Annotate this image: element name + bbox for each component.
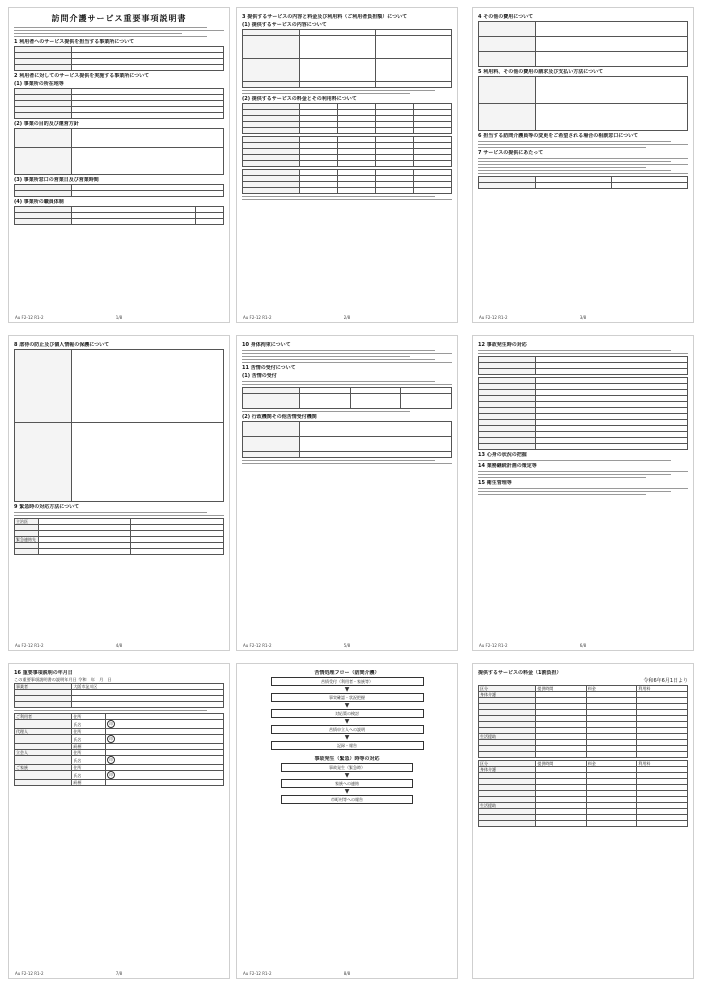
col-header: 利用料 — [637, 686, 688, 692]
page-number: 1/8 — [115, 315, 123, 320]
text-line — [242, 463, 452, 464]
section-2-3-heading: (3) 事業所窓口の営業日及び営業時間 — [14, 177, 99, 183]
page-3 — [472, 7, 694, 323]
privacy-table — [14, 349, 224, 502]
footer-code: Au F2-12 R1-2 — [479, 643, 508, 648]
section-4-heading: 4 その他の費用について — [478, 14, 534, 20]
page-7 — [8, 663, 230, 979]
section-15-heading: 15 衛生管理等 — [478, 480, 512, 486]
flow2-step: 市町村等への報告 — [281, 795, 413, 804]
purpose-table — [14, 128, 224, 175]
billing-table — [478, 76, 688, 131]
down-arrow-icon: ▼ — [344, 702, 350, 709]
section-1-2-heading: (1) 事業所の所在地等 — [14, 81, 64, 87]
text-line — [14, 33, 182, 34]
relation-label: 続柄 — [72, 780, 106, 786]
text-line — [242, 90, 435, 91]
addr-label: 住所 — [72, 765, 106, 771]
text-line — [242, 460, 435, 461]
section-16-heading: 16 重要事項説明の年月日 — [14, 670, 73, 676]
flow-title: 苦情処理フロー（訪問介護） — [314, 670, 380, 676]
seal-mark: 印 — [107, 771, 115, 779]
name-label: 氏名 — [72, 720, 106, 729]
text-line — [242, 196, 435, 197]
text-line — [478, 147, 646, 148]
section-5-heading: 5 利用料、その他の費用の請求及び支払い方法について — [478, 69, 604, 75]
col-header: 料金 — [586, 686, 637, 692]
text-line — [478, 141, 671, 142]
text-line — [14, 30, 224, 31]
office-table — [14, 88, 224, 119]
flow-step: 対応策の検討 — [271, 709, 424, 718]
fee-table-b — [242, 136, 452, 167]
section-10-heading: 10 身体拘束について — [242, 342, 291, 348]
flow-step: 事実確認・状況把握 — [271, 693, 424, 702]
text-line — [478, 460, 671, 461]
text-line — [14, 515, 224, 516]
section-7-heading: 7 サービスの提供にあたって — [478, 150, 544, 156]
doctor-label: 主治医 — [15, 519, 39, 525]
page-8 — [236, 663, 458, 979]
footer-code: Au F2-12 R1-2 — [243, 643, 272, 648]
section-3-2-heading: (2) 提供するサービスの料金とその利用料について — [242, 96, 357, 102]
text-line — [478, 494, 646, 495]
text-line — [242, 381, 435, 382]
page-number: 2/8 — [343, 315, 351, 320]
text-line — [242, 362, 452, 363]
page-2 — [236, 7, 458, 323]
signature-table — [14, 713, 224, 786]
text-line — [14, 27, 207, 28]
seal-mark: 印 — [107, 720, 115, 728]
flow-step: 苦情受付（利用者・家族等） — [271, 677, 424, 686]
text-line — [478, 164, 688, 165]
group-label: 身体介護 — [479, 692, 536, 698]
staff-table — [14, 206, 224, 225]
footer-code: Au F2-12 R1-2 — [243, 315, 272, 320]
col-header: 提供時間 — [536, 761, 587, 767]
accident-contact-table — [478, 377, 688, 450]
role-agent: 代理人 — [15, 729, 72, 735]
group-label: 生活援助 — [479, 803, 536, 809]
page-number: 4/8 — [115, 643, 123, 648]
name-label: 氏名 — [72, 735, 106, 744]
section-12-heading: 12 事故発生時の対応 — [478, 342, 527, 348]
text-line — [478, 161, 671, 162]
text-line — [478, 353, 688, 354]
role-witness: 立会人 — [15, 750, 72, 756]
text-line — [478, 167, 646, 168]
signature-office-table — [14, 683, 224, 708]
emergency-table — [14, 518, 224, 555]
addr-label: 住所 — [72, 729, 106, 735]
group-label: 身体介護 — [479, 767, 536, 773]
section-13-heading: 13 心身の状況の把握 — [478, 452, 527, 458]
family-label: 緊急連絡先 — [15, 537, 39, 543]
fee-table-c — [242, 169, 452, 194]
down-arrow-icon: ▼ — [344, 686, 350, 693]
col-header: 提供時間 — [536, 686, 587, 692]
col-header: 区分 — [479, 761, 536, 767]
footer-code: Au F2-12 R1-2 — [243, 971, 272, 976]
fee-sheet-table-1 — [478, 685, 688, 758]
fee-sheet-date: 令和6年6月1日より — [643, 678, 688, 684]
page-number: 6/8 — [579, 643, 587, 648]
text-line — [478, 144, 688, 145]
text-line — [478, 471, 688, 472]
page-number: 7/8 — [115, 971, 123, 976]
seal-mark: 印 — [107, 756, 115, 764]
page-number: 3/8 — [579, 315, 587, 320]
complaint-table — [242, 387, 452, 409]
flow2-title: 事故発生（緊急）時等の対応 — [314, 756, 380, 762]
fee-sheet-table-2 — [478, 760, 688, 827]
text-line — [242, 411, 410, 412]
insurance-table — [478, 356, 688, 375]
text-line — [478, 477, 646, 478]
text-line — [14, 36, 207, 37]
col-header: 区分 — [479, 686, 536, 692]
flow2-step: 事故発生（緊急時） — [281, 763, 413, 772]
section-2-2-heading: (2) 事業の目的及び運営方針 — [14, 121, 79, 127]
page-4 — [8, 335, 230, 651]
text-line — [478, 170, 671, 171]
section-11-1-heading: (1) 苦情の受付 — [242, 373, 277, 379]
document-title: 訪問介護サービス重要事項説明書 — [51, 14, 187, 23]
text-line — [478, 350, 671, 351]
group-label: 生活援助 — [479, 734, 536, 740]
role-family: ご家族 — [15, 765, 72, 771]
text-line — [242, 199, 452, 200]
text-line — [14, 710, 207, 711]
page-6 — [472, 335, 694, 651]
down-arrow-icon: ▼ — [344, 718, 350, 725]
text-line — [242, 384, 452, 385]
section-2-4-heading: (4) 事業所の職員体制 — [14, 199, 64, 205]
section-3-1-heading: (1) 提供するサービスの内容について — [242, 22, 327, 28]
name-label: 氏名 — [72, 756, 106, 765]
page-5 — [236, 335, 458, 651]
down-arrow-icon: ▼ — [344, 772, 350, 779]
down-arrow-icon: ▼ — [344, 788, 350, 795]
text-line — [242, 93, 410, 94]
section-14-heading: 14 業務継続計画の策定等 — [478, 463, 537, 469]
section-2-heading: 2 利用者に対してのサービス提供を実施する事業所について — [14, 73, 150, 79]
other-costs-table — [478, 21, 688, 67]
agency-table — [242, 421, 452, 458]
date-row — [14, 677, 224, 682]
text-line — [242, 353, 452, 354]
date-value: 令和 年 月 日 — [78, 677, 112, 682]
page-number: 8/8 — [343, 971, 351, 976]
text-line — [478, 474, 671, 475]
flow-step: 苦情申立人への説明 — [271, 725, 424, 734]
seal-mark: 印 — [107, 735, 115, 743]
addr-label: 住所 — [72, 714, 106, 720]
footer-code: Au F2-12 R1-2 — [15, 643, 44, 648]
service-content-table — [242, 29, 452, 88]
page-1 — [8, 7, 230, 323]
provider-table — [14, 46, 224, 71]
text-line — [242, 356, 410, 357]
text-line — [242, 350, 435, 351]
section-1-heading: 1 利用者へのサービス提供を担当する事業所について — [14, 39, 135, 45]
contact-table — [478, 176, 688, 189]
section-9-heading: 9 緊急時の対応方法について — [14, 504, 80, 510]
hours-table — [14, 184, 224, 197]
down-arrow-icon: ▼ — [344, 734, 350, 741]
text-line — [478, 173, 688, 174]
col-header: 料金 — [586, 761, 637, 767]
text-line — [478, 488, 688, 489]
fee-sheet-title: 提供するサービスの料金（1割負担） — [478, 670, 562, 676]
footer-code: Au F2-12 R1-2 — [479, 315, 508, 320]
col-header: 利用料 — [637, 761, 688, 767]
section-6-heading: 6 担当する訪問介護員等の変更をご希望される場合の相談窓口について — [478, 133, 639, 139]
name-label: 氏名 — [72, 771, 106, 780]
addr-label: 住所 — [72, 750, 106, 756]
text-line — [478, 158, 688, 159]
section-11-heading: 11 苦情の受付について — [242, 365, 296, 371]
text-line — [242, 359, 435, 360]
address-value: 大阪市淀川区 — [72, 684, 224, 690]
office-label: 事業者 — [15, 684, 72, 690]
relation-label: 続柄 — [72, 744, 106, 750]
text-line — [478, 491, 671, 492]
section-3-heading: 3 提供するサービスの内容と料金及び利用料（ご利用者負担額）について — [242, 14, 408, 20]
footer-code: Au F2-12 R1-2 — [15, 971, 44, 976]
date-label: この重要事項説明書の説明年月日 — [14, 677, 77, 682]
text-line — [14, 512, 207, 513]
page-number: 5/8 — [343, 643, 351, 648]
role-user: ご利用者 — [15, 714, 72, 720]
fee-table-a — [242, 103, 452, 134]
flow-step: 記録・報告 — [271, 741, 424, 750]
page-9 — [472, 663, 694, 979]
footer-code: Au F2-12 R1-2 — [15, 315, 44, 320]
section-8-heading: 8 虐待の防止及び個人情報の保護について — [14, 342, 110, 348]
flow2-step: 家族への連絡 — [281, 779, 413, 788]
section-11-2-heading: (2) 行政機関その他苦情受付機関 — [242, 414, 317, 420]
